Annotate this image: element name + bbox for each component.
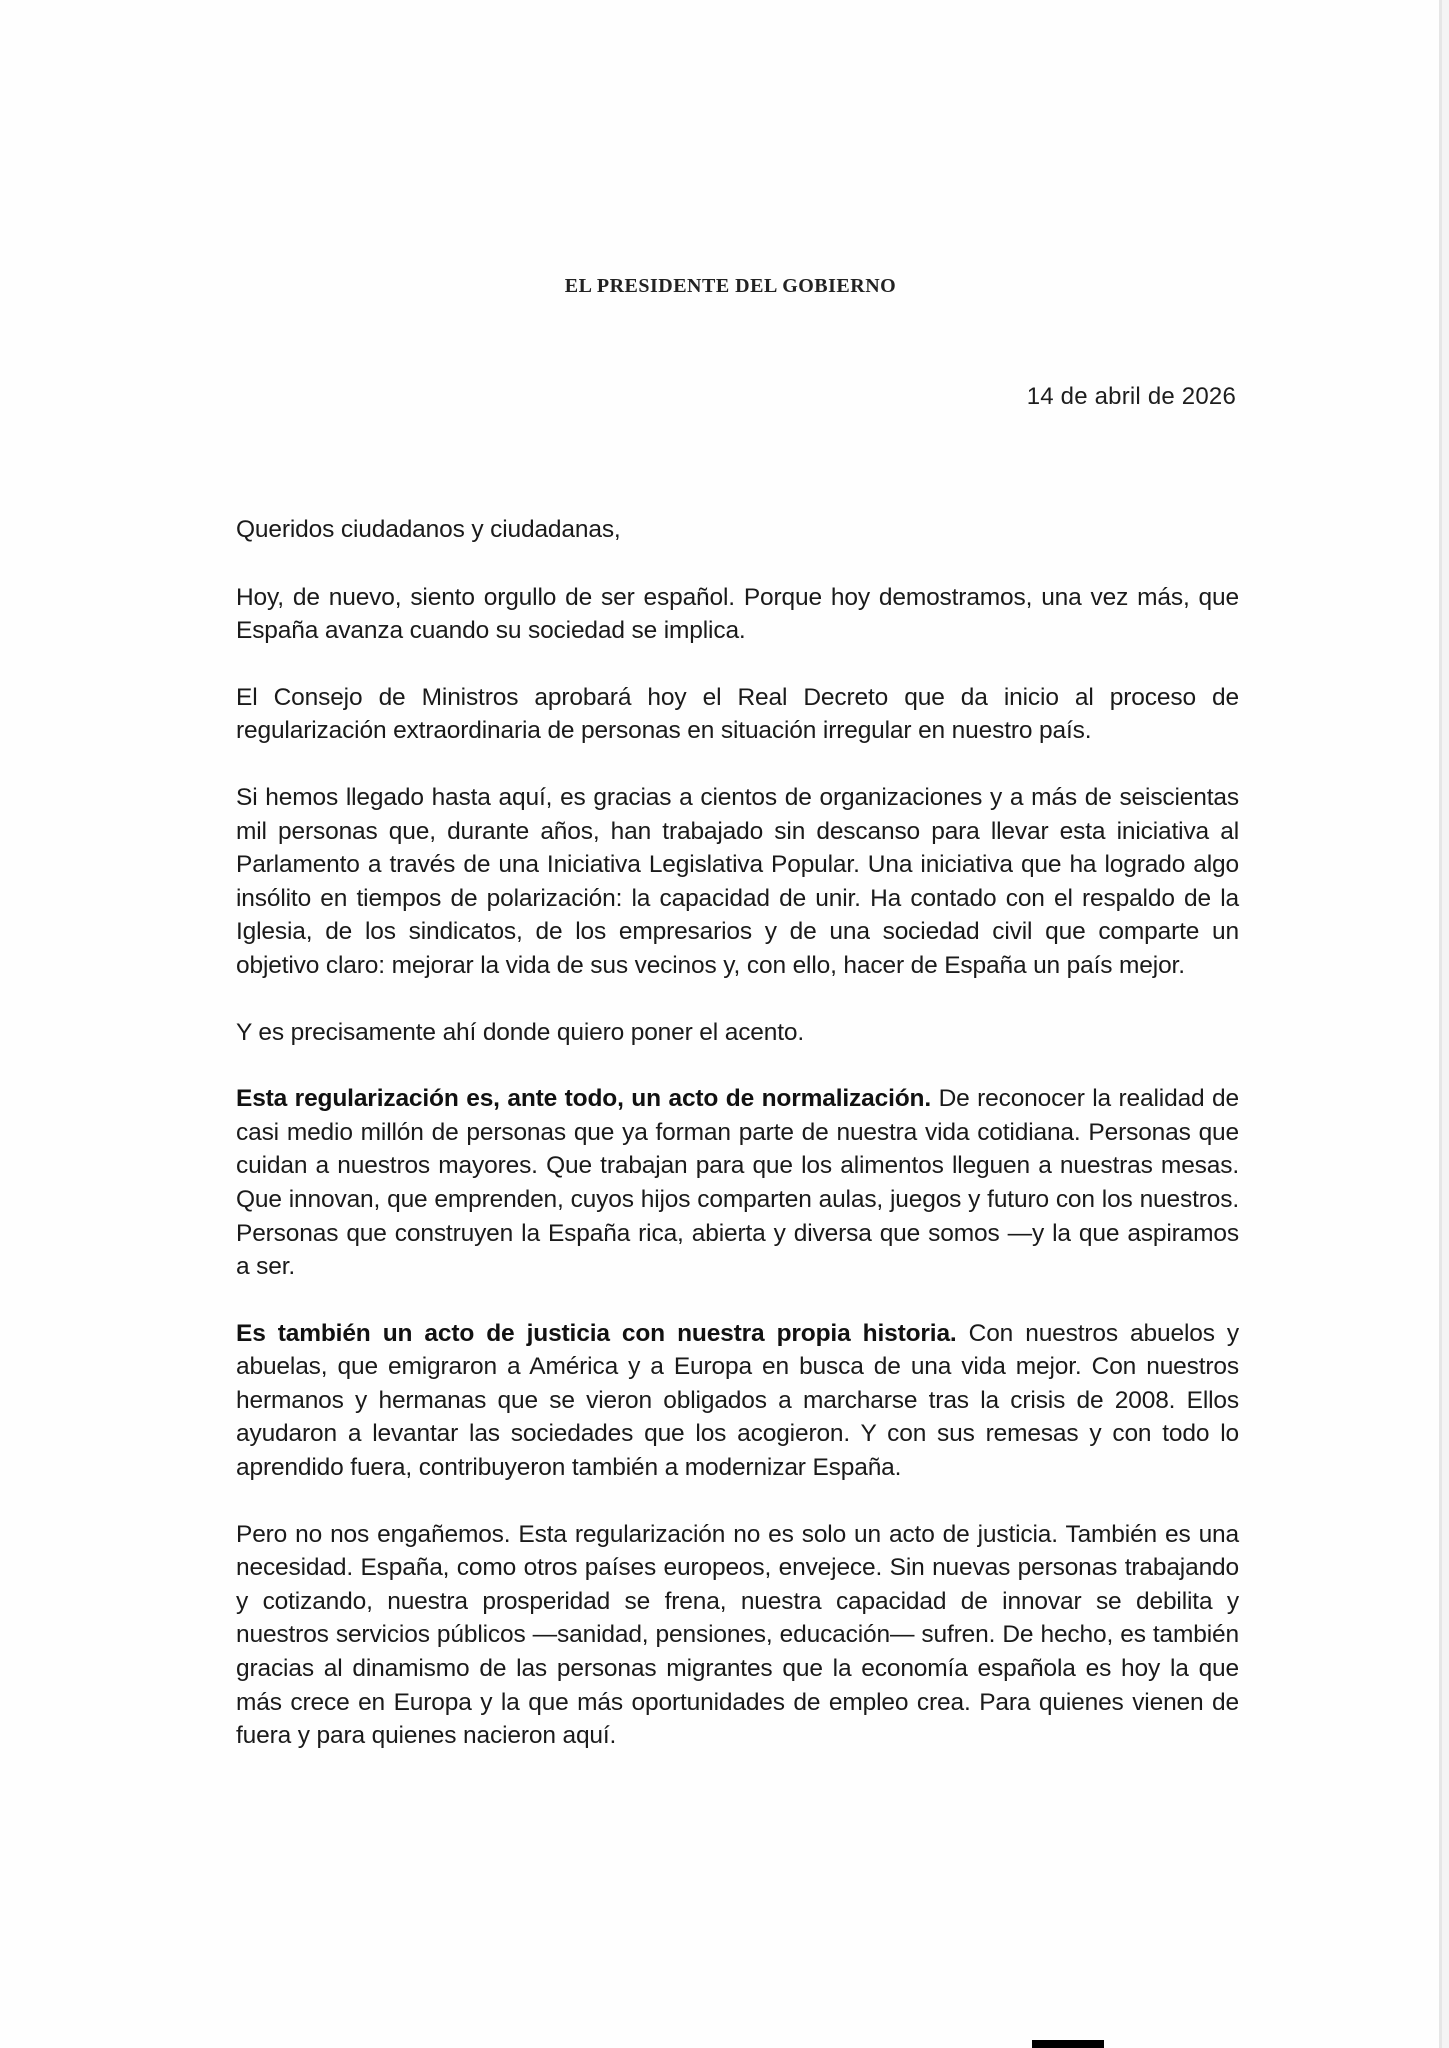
paragraph-text: Si hemos llegado hasta aquí, es gracias a cientos de organizaciones y a más de seiscientas mil personas que, durante años, han trabajado sin descanso para llevar esta iniciativa al Parlamento a través de una Iniciativa Legislativa Popular. Una iniciativa que ha logrado algo insólito en tiempos de polarización: la capacidad de unir. Ha contado con el respaldo de la Iglesia, de los sindicatos, de los empresarios y de una sociedad civil que comparte un objetivo claro: mejorar la vida de sus vecinos y, con ello, hacer de España un país mejor. xyxy=(236,783,1239,979)
paragraph-text: De reconocer la realidad de casi medio millón de personas que ya forman parte de nuestra vida cotidiana. Personas que cuidan a nuestros mayores. Que trabajan para que los alimentos lleguen a nuestras mesas. Que innovan, que emprenden, cuyos hijos comparten aulas, juegos y futuro con los nuestros. Personas que construyen la España rica, abierta y diversa que somos —y la que aspiramos a ser. xyxy=(236,1085,1240,1281)
page-edge-shadow xyxy=(1442,0,1449,2048)
paragraph-lead-bold: Es también un acto de justicia con nuestra propia historia. xyxy=(236,1319,957,1347)
paragraph-text: Hoy, de nuevo, siento orgullo de ser español. Porque hoy demostramos, una vez más, que España avanza cuando su sociedad se implica. xyxy=(236,583,1239,645)
letter-body xyxy=(236,513,1239,1786)
paragraph-7 xyxy=(236,1518,1239,1753)
paragraph-1 xyxy=(236,581,1239,648)
paragraph-4 xyxy=(236,1016,1239,1050)
salutation: Queridos ciudadanos y ciudadanas, xyxy=(236,516,621,543)
paragraph-lead-bold: Esta regularización es, ante todo, un acto de normalización. xyxy=(236,1085,932,1113)
paragraph-text: Y es precisamente ahí donde quiero poner el acento. xyxy=(236,1018,805,1046)
paragraph-6 xyxy=(236,1317,1239,1485)
paragraph-text: Pero no nos engañemos. Esta regularización no es solo un acto de justicia. También es una necesidad. España, como otros países europeos, envejece. Sin nuevas personas trabajando y cotizando, nuestra prosperidad se frena, nuestra capacidad de innovar se debilita y nuestros servicios públicos —sanidad, pensiones, educación— sufren. De hecho, es también gracias al dinamismo de las personas migrantes que la economía española es hoy la que más crece en Europa y la que más oportunidades de empleo crea. Para quienes vienen de fuera y para quienes nacieron aquí. xyxy=(236,1520,1239,1750)
footer-black-bar xyxy=(1032,2040,1104,2048)
paragraph-text: El Consejo de Ministros aprobará hoy el Real Decreto que da inicio al proceso de regularización extraordinaria de personas en situación irregular en nuestro país. xyxy=(236,683,1239,745)
paragraph-2 xyxy=(236,681,1239,748)
paragraph-3 xyxy=(236,781,1239,983)
paragraph-text: Con nuestros abuelos y abuelas, que emigraron a América y a Europa en busca de una vida mejor. Con nuestros hermanos y hermanas que se vieron obligados a marcharse tras la crisis de 2008. Ellos ayudaron a levantar las sociedades que los acogieron. Y con sus remesas y con todo lo aprendido fuera, contribuyeron también a modernizar España. xyxy=(236,1319,1239,1482)
letterhead: EL PRESIDENTE DEL GOBIERNO xyxy=(564,275,897,297)
letter-date: 14 de abril de 2026 xyxy=(1026,383,1236,410)
paragraph-5 xyxy=(236,1082,1239,1284)
